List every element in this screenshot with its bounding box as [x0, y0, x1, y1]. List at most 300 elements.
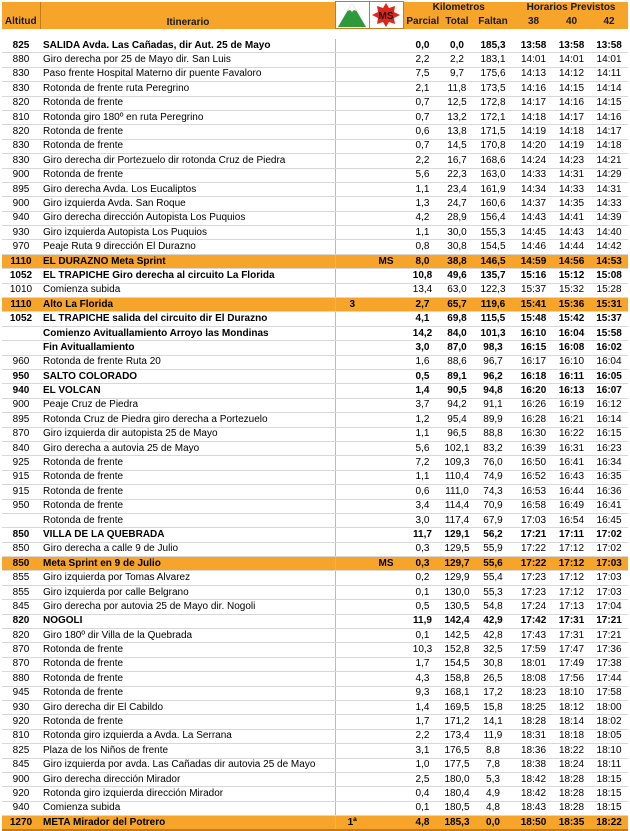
time-40-cell: 16:44 [553, 485, 590, 499]
time-38-cell: 14:18 [514, 110, 553, 124]
itinerary-cell: Rotonda de frente [40, 456, 335, 470]
altitude-cell: 820 [2, 629, 40, 643]
altitude-cell: 900 [2, 197, 40, 211]
itinerary-cell: Rotonda de frente [40, 96, 335, 110]
km-total-cell: 185,3 [442, 816, 472, 831]
km-remaining-cell: 5,3 [472, 772, 514, 786]
km-remaining-cell: 42,8 [472, 629, 514, 643]
time-42-cell: 17:36 [590, 643, 628, 657]
meta-sprint-cell [369, 355, 403, 369]
time-42-cell: 16:04 [590, 355, 628, 369]
time-38-cell: 16:10 [514, 326, 553, 340]
mountain-category-cell [335, 154, 369, 168]
mountain-category-cell [335, 700, 369, 714]
km-remaining-cell: 4,8 [472, 801, 514, 815]
table-row [2, 557, 628, 571]
altitude-cell: 850 [2, 557, 40, 571]
km-total-cell: 38,8 [442, 254, 472, 268]
km-total-cell: 171,2 [442, 715, 472, 729]
time-42-cell: 16:14 [590, 413, 628, 427]
mountain-category-cell [335, 384, 369, 398]
altitude-cell: 1052 [2, 312, 40, 326]
meta-sprint-cell [369, 182, 403, 196]
time-42-cell: 18:15 [590, 787, 628, 801]
time-38-cell: 15:41 [514, 298, 553, 312]
time-42-cell: 14:21 [590, 154, 628, 168]
meta-sprint-cell [369, 398, 403, 412]
time-42-cell: 16:07 [590, 384, 628, 398]
time-38-cell: 16:58 [514, 499, 553, 513]
meta-sprint-cell [369, 298, 403, 312]
km-remaining-cell: 135,7 [472, 269, 514, 283]
km-partial-cell: 0,1 [403, 801, 442, 815]
meta-sprint-cell [369, 499, 403, 513]
altitude-cell: 840 [2, 441, 40, 455]
km-total-cell: 2,2 [442, 53, 472, 67]
table-row [2, 715, 628, 729]
time-38-cell: 17:24 [514, 600, 553, 614]
altitude-cell: 1270 [2, 816, 40, 831]
meta-sprint-cell [369, 542, 403, 556]
meta-sprint-cell [369, 657, 403, 671]
altitude-cell: 830 [2, 67, 40, 81]
time-38-cell: 14:34 [514, 182, 553, 196]
time-38-cell: 17:03 [514, 513, 553, 527]
meta-sprint-cell [369, 485, 403, 499]
time-40-cell: 14:19 [553, 139, 590, 153]
time-42-cell: 15:37 [590, 312, 628, 326]
time-42-cell: 17:03 [590, 557, 628, 571]
time-42-cell: 18:02 [590, 715, 628, 729]
table-row [2, 700, 628, 714]
itinerary-cell: Giro derecha dir Portezuelo dir rotonda Cruz de Piedra [40, 154, 335, 168]
mountain-category-cell [335, 643, 369, 657]
km-partial-cell: 3,4 [403, 499, 442, 513]
time-40-cell: 18:28 [553, 801, 590, 815]
mountain-category-cell [335, 226, 369, 240]
time-40-cell: 16:54 [553, 513, 590, 527]
km-remaining-cell: 88,8 [472, 427, 514, 441]
km-remaining-cell: 185,3 [472, 39, 514, 53]
mountain-category-cell [335, 96, 369, 110]
mountain-category-cell [335, 39, 369, 53]
table-row [2, 456, 628, 470]
time-42-cell: 14:40 [590, 226, 628, 240]
table-row [2, 355, 628, 369]
time-38-cell: 14:16 [514, 82, 553, 96]
altitude-cell: 810 [2, 110, 40, 124]
time-38-cell: 14:33 [514, 168, 553, 182]
time-42-cell: 16:36 [590, 485, 628, 499]
km-remaining-cell: 83,2 [472, 441, 514, 455]
table-row [2, 312, 628, 326]
meta-sprint-cell [369, 110, 403, 124]
time-40-cell: 14:43 [553, 226, 590, 240]
altitude-cell: 825 [2, 39, 40, 53]
itinerary-cell: Rotonda de frente [40, 470, 335, 484]
mountain-category-cell [335, 441, 369, 455]
km-partial-cell: 10,3 [403, 643, 442, 657]
meta-sprint-cell [369, 168, 403, 182]
altitude-cell: 950 [2, 499, 40, 513]
altitude-cell [2, 326, 40, 340]
km-partial-cell: 1,6 [403, 355, 442, 369]
time-38-cell: 17:42 [514, 614, 553, 628]
table-row [2, 686, 628, 700]
time-42-cell: 17:02 [590, 528, 628, 542]
time-40-cell: 18:35 [553, 816, 590, 831]
itinerary-cell: Giro derecha dirección Autopista Los Puquios [40, 211, 335, 225]
table-row [2, 758, 628, 772]
altitude-cell: 915 [2, 470, 40, 484]
km-partial-cell: 14,2 [403, 326, 442, 340]
km-total-cell: 180,0 [442, 772, 472, 786]
altitude-cell: 950 [2, 369, 40, 383]
meta-sprint-cell [369, 312, 403, 326]
meta-sprint-cell [369, 125, 403, 139]
time-42-cell: 16:12 [590, 398, 628, 412]
time-42-cell: 14:42 [590, 240, 628, 254]
time-38-cell: 14:45 [514, 226, 553, 240]
mountain-category-cell [335, 629, 369, 643]
table-row [2, 571, 628, 585]
time-42-cell: 18:10 [590, 744, 628, 758]
mountain-category-cell [335, 585, 369, 599]
altitude-cell: 880 [2, 672, 40, 686]
itinerary-cell: Peaje Ruta 9 dirección El Durazno [40, 240, 335, 254]
time-40-cell: 16:04 [553, 326, 590, 340]
km-total-cell: 169,5 [442, 700, 472, 714]
meta-sprint-cell [369, 672, 403, 686]
itinerary-cell: Giro izquierda Autopista Los Puquios [40, 226, 335, 240]
mountain-category-cell [335, 600, 369, 614]
table-row [2, 369, 628, 383]
mountain-category-cell [335, 125, 369, 139]
time-42-cell: 14:18 [590, 139, 628, 153]
km-total-cell: 130,5 [442, 600, 472, 614]
km-total-cell: 30,8 [442, 240, 472, 254]
header-horarios: Horarios Previstos [514, 2, 628, 16]
km-remaining-cell: 70,9 [472, 499, 514, 513]
km-partial-cell: 4,3 [403, 672, 442, 686]
km-partial-cell: 2,2 [403, 53, 442, 67]
table-row [2, 801, 628, 815]
meta-sprint-cell [369, 53, 403, 67]
mountain-category-cell [335, 729, 369, 743]
time-38-cell: 17:22 [514, 557, 553, 571]
time-38-cell: 16:20 [514, 384, 553, 398]
time-40-cell: 17:47 [553, 643, 590, 657]
km-partial-cell: 3,0 [403, 513, 442, 527]
km-total-cell: 114,4 [442, 499, 472, 513]
km-total-cell: 173,4 [442, 729, 472, 743]
km-remaining-cell: 101,3 [472, 326, 514, 340]
itinerary-cell: Giro izquierda por avda. Las Cañadas dir autovia 25 de Mayo [40, 758, 335, 772]
altitude-cell: 870 [2, 427, 40, 441]
itinerary-cell: SALTO COLORADO [40, 369, 335, 383]
header-row-top [2, 2, 628, 16]
mountain-category-cell [335, 557, 369, 571]
meta-sprint-cell [369, 326, 403, 340]
km-total-cell: 152,8 [442, 643, 472, 657]
altitude-cell: 930 [2, 226, 40, 240]
altitude-cell: 850 [2, 528, 40, 542]
itinerary-cell: Comienza subida [40, 801, 335, 815]
km-partial-cell: 2,1 [403, 82, 442, 96]
altitude-cell: 900 [2, 168, 40, 182]
table-row [2, 600, 628, 614]
time-42-cell: 17:03 [590, 571, 628, 585]
km-total-cell: 158,8 [442, 672, 472, 686]
meta-sprint-cell [369, 39, 403, 53]
km-remaining-cell: 161,9 [472, 182, 514, 196]
time-38-cell: 14:20 [514, 139, 553, 153]
km-total-cell: 96,5 [442, 427, 472, 441]
table-row [2, 269, 628, 283]
altitude-cell: 830 [2, 139, 40, 153]
km-remaining-cell: 11,9 [472, 729, 514, 743]
time-38-cell: 14:19 [514, 125, 553, 139]
time-42-cell: 14:16 [590, 110, 628, 124]
km-total-cell: 180,5 [442, 801, 472, 815]
km-remaining-cell: 96,2 [472, 369, 514, 383]
time-42-cell: 15:08 [590, 269, 628, 283]
meta-sprint-cell [369, 341, 403, 355]
meta-sprint-cell [369, 571, 403, 585]
time-40-cell: 15:36 [553, 298, 590, 312]
km-total-cell: 69,8 [442, 312, 472, 326]
table-row [2, 816, 628, 831]
mountain-category-cell: 1ª [335, 816, 369, 831]
km-total-cell: 129,7 [442, 557, 472, 571]
km-remaining-cell: 8,8 [472, 744, 514, 758]
altitude-cell [2, 341, 40, 355]
km-partial-cell: 0,0 [403, 39, 442, 53]
meta-sprint-cell [369, 513, 403, 527]
itinerary-cell: Rotonda de frente [40, 139, 335, 153]
km-remaining-cell: 42,9 [472, 614, 514, 628]
altitude-cell: 920 [2, 715, 40, 729]
time-38-cell: 14:13 [514, 67, 553, 81]
mountain-category-cell [335, 686, 369, 700]
time-42-cell: 16:15 [590, 427, 628, 441]
mountain-category-cell [335, 758, 369, 772]
km-total-cell: 89,1 [442, 369, 472, 383]
km-partial-cell: 3,7 [403, 398, 442, 412]
table-row [2, 528, 628, 542]
time-40-cell: 18:18 [553, 729, 590, 743]
altitude-cell: 1052 [2, 269, 40, 283]
table-row [2, 182, 628, 196]
itinerary-cell: Paso frente Hospital Materno dir puente Favaloro [40, 67, 335, 81]
km-remaining-cell: 171,5 [472, 125, 514, 139]
mountain-category-cell [335, 168, 369, 182]
time-42-cell: 16:34 [590, 456, 628, 470]
time-42-cell: 14:33 [590, 197, 628, 211]
mountain-category-cell [335, 485, 369, 499]
itinerary-cell: Giro izquierda por calle Belgrano [40, 585, 335, 599]
mountain-category-cell [335, 657, 369, 671]
table-row [2, 427, 628, 441]
time-40-cell: 15:32 [553, 283, 590, 297]
mountain-category-cell [335, 528, 369, 542]
km-remaining-cell: 55,9 [472, 542, 514, 556]
km-partial-cell: 1,0 [403, 758, 442, 772]
km-total-cell: 168,1 [442, 686, 472, 700]
km-partial-cell: 7,5 [403, 67, 442, 81]
itinerary-cell: Meta Sprint en 9 de Julio [40, 557, 335, 571]
km-total-cell: 87,0 [442, 341, 472, 355]
altitude-cell: 880 [2, 53, 40, 67]
time-40-cell: 14:15 [553, 82, 590, 96]
altitude-cell: 830 [2, 82, 40, 96]
km-remaining-cell: 7,8 [472, 758, 514, 772]
km-partial-cell: 2,2 [403, 729, 442, 743]
itinerary-cell: Rotonda de frente Ruta 20 [40, 355, 335, 369]
km-total-cell: 142,4 [442, 614, 472, 628]
itinerary-cell: Rotonda de frente [40, 485, 335, 499]
time-40-cell: 16:49 [553, 499, 590, 513]
km-remaining-cell: 26,5 [472, 672, 514, 686]
km-remaining-cell: 54,8 [472, 600, 514, 614]
ms-logo-text: MS [378, 11, 394, 22]
time-40-cell: 14:56 [553, 254, 590, 268]
km-partial-cell: 1,7 [403, 715, 442, 729]
km-remaining-cell: 155,3 [472, 226, 514, 240]
time-40-cell: 16:19 [553, 398, 590, 412]
meta-sprint-cell [369, 240, 403, 254]
header-speed-42: 42 [590, 15, 628, 29]
itinerary-cell: NOGOLI [40, 614, 335, 628]
mountain-icon [337, 2, 367, 28]
header-kilometros: Kilometros [403, 2, 514, 16]
table-row [2, 485, 628, 499]
table-row [2, 39, 628, 53]
time-42-cell: 17:58 [590, 686, 628, 700]
meta-sprint-cell [369, 585, 403, 599]
meta-sprint-cell [369, 441, 403, 455]
altitude-cell: 925 [2, 456, 40, 470]
km-partial-cell: 0,7 [403, 139, 442, 153]
time-38-cell: 17:22 [514, 542, 553, 556]
mountain-category-cell [335, 398, 369, 412]
km-partial-cell: 0,6 [403, 485, 442, 499]
time-38-cell: 13:58 [514, 39, 553, 53]
table-row [2, 585, 628, 599]
meta-sprint-cell: MS [369, 254, 403, 268]
time-42-cell: 15:58 [590, 326, 628, 340]
meta-sprint-cell [369, 139, 403, 153]
meta-sprint-cell [369, 700, 403, 714]
km-partial-cell: 13,4 [403, 283, 442, 297]
time-38-cell: 16:17 [514, 355, 553, 369]
time-40-cell: 14:35 [553, 197, 590, 211]
km-partial-cell: 8,0 [403, 254, 442, 268]
altitude-cell: 870 [2, 643, 40, 657]
mountain-category-cell [335, 715, 369, 729]
time-42-cell: 16:05 [590, 369, 628, 383]
time-42-cell: 14:11 [590, 67, 628, 81]
altitude-cell: 940 [2, 384, 40, 398]
time-38-cell: 16:28 [514, 413, 553, 427]
time-42-cell: 17:44 [590, 672, 628, 686]
km-remaining-cell: 98,3 [472, 341, 514, 355]
time-40-cell: 13:58 [553, 39, 590, 53]
km-remaining-cell: 55,3 [472, 585, 514, 599]
table-row [2, 729, 628, 743]
header-altitud-spacer [2, 2, 40, 16]
meta-sprint-cell [369, 744, 403, 758]
time-40-cell: 18:10 [553, 686, 590, 700]
mountain-category-cell [335, 326, 369, 340]
time-42-cell: 16:23 [590, 441, 628, 455]
time-42-cell: 17:21 [590, 629, 628, 643]
mountain-category-cell [335, 355, 369, 369]
km-total-cell: 49,6 [442, 269, 472, 283]
header-total: Total [442, 15, 472, 29]
km-total-cell: 23,4 [442, 182, 472, 196]
mountain-category-cell [335, 744, 369, 758]
table-row [2, 672, 628, 686]
km-remaining-cell: 146,5 [472, 254, 514, 268]
km-remaining-cell: 156,4 [472, 211, 514, 225]
km-partial-cell: 3,1 [403, 744, 442, 758]
itinerary-cell: Rotonda Cruz de Piedra giro derecha a Portezuelo [40, 413, 335, 427]
altitude-cell: 1010 [2, 283, 40, 297]
time-38-cell: 14:59 [514, 254, 553, 268]
meta-sprint-cell [369, 470, 403, 484]
time-40-cell: 14:41 [553, 211, 590, 225]
mountain-category-cell [335, 82, 369, 96]
time-38-cell: 18:28 [514, 715, 553, 729]
itinerary-cell: EL TRAPICHE salida del circuito dir El Durazno [40, 312, 335, 326]
time-40-cell: 17:12 [553, 585, 590, 599]
km-remaining-cell: 163,0 [472, 168, 514, 182]
altitude-cell: 895 [2, 182, 40, 196]
time-40-cell: 16:41 [553, 456, 590, 470]
km-total-cell: 13,2 [442, 110, 472, 124]
table-row [2, 254, 628, 268]
meta-sprint-cell [369, 715, 403, 729]
mountain-category-cell [335, 341, 369, 355]
time-38-cell: 16:39 [514, 441, 553, 455]
time-40-cell: 16:10 [553, 355, 590, 369]
time-42-cell: 17:03 [590, 585, 628, 599]
time-42-cell: 14:29 [590, 168, 628, 182]
itinerary-cell: EL DURAZNO Meta Sprint [40, 254, 335, 268]
itinerary-cell: Giro izquierda dir autopista 25 de Mayo [40, 427, 335, 441]
km-total-cell: 142,5 [442, 629, 472, 643]
table-row [2, 499, 628, 513]
km-remaining-cell: 160,6 [472, 197, 514, 211]
table-row [2, 110, 628, 124]
time-40-cell: 17:13 [553, 600, 590, 614]
table-row [2, 168, 628, 182]
meta-sprint-cell [369, 686, 403, 700]
km-partial-cell: 0,5 [403, 600, 442, 614]
mountain-category-cell [335, 571, 369, 585]
itinerary-cell: Giro derecha dir El Cabildo [40, 700, 335, 714]
km-remaining-cell: 172,8 [472, 96, 514, 110]
meta-sprint-cell [369, 427, 403, 441]
km-partial-cell: 1,1 [403, 427, 442, 441]
km-partial-cell: 1,3 [403, 197, 442, 211]
table-row [2, 398, 628, 412]
time-40-cell: 14:17 [553, 110, 590, 124]
time-38-cell: 14:37 [514, 197, 553, 211]
time-42-cell: 17:04 [590, 600, 628, 614]
time-42-cell: 14:53 [590, 254, 628, 268]
